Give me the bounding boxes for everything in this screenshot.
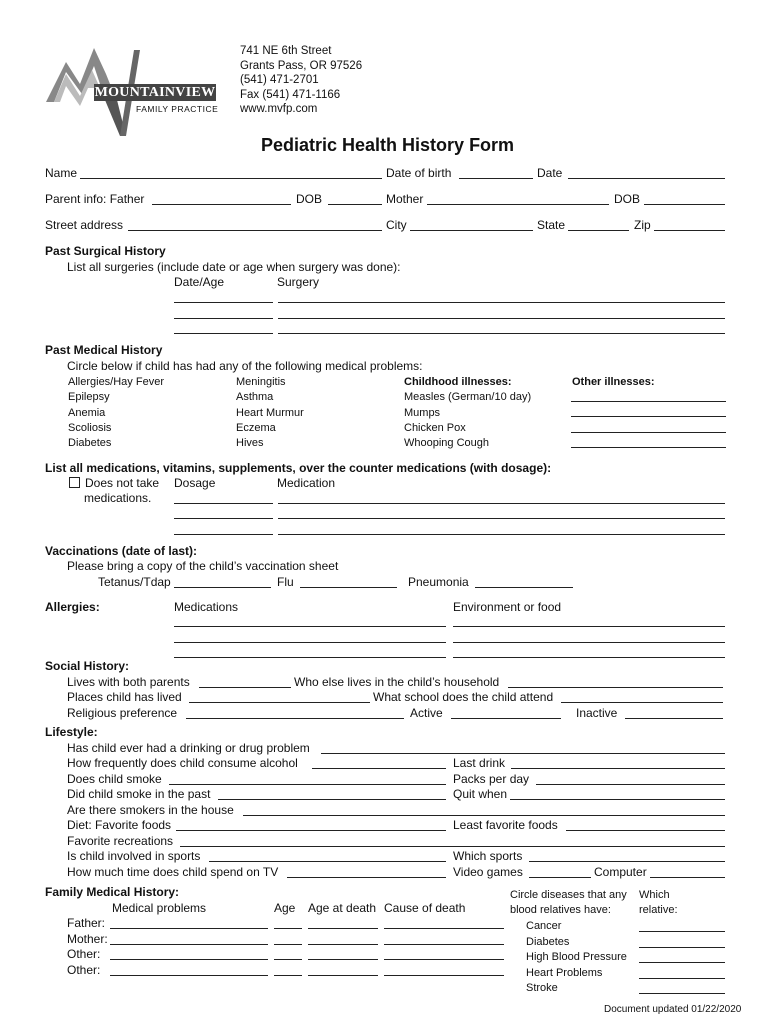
family-row-other-1: Other: [67,947,101,961]
allergy-medication-1[interactable] [174,626,446,627]
smokers-house-label: Are there smokers in the house [67,803,234,817]
disease-diabetes[interactable]: Diabetes [526,936,570,948]
does-not-take-checkbox[interactable] [69,476,159,490]
childhood-2[interactable]: Mumps [404,407,441,419]
medication-dosage-1[interactable] [174,503,273,504]
state-label: State [537,218,566,232]
other1-cause[interactable] [384,959,504,960]
other1-problems[interactable] [110,959,268,960]
sports-label: Is child involved in sports [67,849,201,863]
packs-field[interactable] [536,784,725,785]
relative-heart-problems[interactable] [639,978,725,979]
pneumonia-field[interactable] [475,587,573,588]
childhood-1[interactable]: Measles (German/10 day) [404,391,532,403]
date-field[interactable] [568,178,725,179]
religious-label: Religious preference [67,706,178,720]
school-label: What school does the child attend [373,690,554,704]
smoke-past-field[interactable] [218,799,446,800]
family-col-problems: Medical problems [112,901,207,915]
address-street: 741 NE 6th Street [240,45,332,57]
surgery-date-2[interactable] [174,318,273,319]
relative-high-blood-pressure[interactable] [639,962,725,963]
last-drink-label: Last drink [453,756,506,770]
medication-col-name: Medication [277,476,336,490]
consume-field[interactable] [312,768,446,769]
circle-diseases-label-2: blood relatives have: [510,904,611,916]
least-foods-field[interactable] [566,830,725,831]
allergy-environment-label: Environment or food [453,600,562,614]
childhood-heading: Childhood illnesses: [404,376,512,388]
condition-6[interactable]: Meningitis [236,376,286,388]
vaccinations-heading: Vaccinations (date of last): [45,544,198,558]
family-row-mother: Mother: [67,932,108,946]
medication-dosage-2[interactable] [174,518,273,519]
clinic-logo [44,44,224,140]
which-sports-field[interactable] [529,861,725,862]
does-not-take-label-2: medications. [84,491,152,505]
mother-field[interactable] [427,204,609,205]
other1-age[interactable] [274,959,302,960]
father-dob-field[interactable] [328,204,382,205]
name-field[interactable] [80,178,382,179]
relative-diabetes[interactable] [639,947,725,948]
surgery-desc-2[interactable] [278,318,725,319]
date-label: Date [537,166,563,180]
computer-label: Computer [594,865,647,879]
address-city: Grants Pass, OR 97526 [240,59,363,72]
places-label: Places child has lived [67,690,182,704]
page-title: Pediatric Health History Form [261,135,515,155]
drinking-field[interactable] [321,753,725,754]
which-relative-label-2: relative: [639,904,678,916]
lives-both-field[interactable] [199,687,291,688]
medical-instruction: Circle below if child has had any of the following medical problems: [67,359,423,373]
surgery-date-3[interactable] [174,333,273,334]
who-else-label: Who else lives in the child’s household [294,675,500,689]
name-label: Name [45,166,78,180]
video-games-label: Video games [453,865,523,879]
condition-2[interactable]: Epilepsy [68,391,110,403]
medications-heading: List all medications, vitamins, supplements, over the counter medications (with dosage): [45,461,552,475]
disease-cancer[interactable]: Cancer [526,920,562,932]
disease-high-blood-pressure[interactable]: High Blood Pressure [526,951,627,963]
address-web: www.mvfp.com [240,103,318,115]
condition-5[interactable]: Diabetes [68,437,112,449]
active-label: Active [410,706,443,720]
street-label: Street address [45,218,124,232]
active-field[interactable] [451,718,561,719]
allergy-medications-label: Medications [174,600,239,614]
logo-subtitle: FAMILY PRACTICE [136,104,219,114]
who-else-field[interactable] [508,687,723,688]
medication-dosage-3[interactable] [174,534,273,535]
packs-label: Packs per day [453,772,530,786]
other-illness-1[interactable] [571,401,726,402]
zip-field[interactable] [654,230,725,231]
mother-age[interactable] [274,944,302,945]
lifestyle-heading: Lifestyle: [45,725,98,739]
zip-label: Zip [634,218,651,232]
logo-name: MOUNTAINVIEW [94,85,216,100]
family-row-other-2: Other: [67,963,101,977]
relative-stroke[interactable] [639,993,725,994]
allergy-environment-3[interactable] [453,657,725,658]
other2-cause[interactable] [384,975,504,976]
smoke-label: Does child smoke [67,772,162,786]
mother-dob-label: DOB [614,192,641,206]
childhood-4[interactable]: Whooping Cough [404,437,490,449]
tetanus-field[interactable] [174,587,271,588]
condition-4[interactable]: Scoliosis [68,422,112,434]
surgery-desc-3[interactable] [278,333,725,334]
quit-field[interactable] [510,799,725,800]
other2-age-death[interactable] [308,975,378,976]
mother-age-death[interactable] [308,944,378,945]
checkbox-icon [69,477,80,488]
does-not-take-label: Does not take [85,476,160,490]
clinic-address [240,44,362,117]
video-games-field[interactable] [529,877,591,878]
father-age-death[interactable] [308,928,378,929]
father-age[interactable] [274,928,302,929]
surgery-desc-1[interactable] [278,302,725,303]
lives-both-label: Lives with both parents [67,675,190,689]
surgical-heading: Past Surgical History [45,244,166,258]
fav-foods-label: Diet: Favorite foods [67,818,172,832]
allergy-medication-2[interactable] [174,642,446,643]
inactive-label: Inactive [576,706,618,720]
dob-field[interactable] [459,178,533,179]
smokers-house-field[interactable] [243,815,725,816]
family-col-age: Age [274,901,296,915]
surgical-col-surgery: Surgery [277,275,320,289]
father-problems[interactable] [110,928,268,929]
other2-problems[interactable] [110,975,268,976]
mother-problems[interactable] [110,944,268,945]
state-field[interactable] [568,230,629,231]
other-illness-4[interactable] [571,447,726,448]
family-heading: Family Medical History: [45,885,180,899]
condition-10[interactable]: Hives [236,437,264,449]
address-phone: (541) 471-2701 [240,74,319,86]
city-field[interactable] [410,230,533,231]
other-illnesses-heading: Other illnesses: [572,376,655,388]
which-relative-label-1: Which [639,889,670,901]
other1-age-death[interactable] [308,959,378,960]
surgery-date-1[interactable] [174,302,273,303]
city-label: City [386,218,407,232]
tv-field[interactable] [287,877,446,878]
smoke-field[interactable] [169,784,446,785]
childhood-3[interactable]: Chicken Pox [404,422,466,434]
medication-col-dosage: Dosage [174,476,216,490]
disease-heart-problems[interactable]: Heart Problems [526,967,603,979]
condition-1[interactable]: Allergies/Hay Fever [68,376,164,388]
smoke-past-label: Did child smoke in the past [67,787,211,801]
medication-name-1[interactable] [278,503,725,504]
inactive-field[interactable] [625,718,723,719]
social-heading: Social History: [45,659,130,673]
father-field[interactable] [152,204,291,205]
allergy-environment-1[interactable] [453,626,725,627]
father-dob-label: DOB [296,192,323,206]
mother-dob-field[interactable] [644,204,725,205]
sports-field[interactable] [209,861,446,862]
religious-field[interactable] [186,718,404,719]
mother-cause[interactable] [384,944,504,945]
document-updated: Document updated 01/22/2020 [604,1004,742,1015]
circle-diseases-label-1: Circle diseases that any [510,889,627,901]
which-sports-label: Which sports [453,849,523,863]
flu-label: Flu [277,575,294,589]
other-illness-3[interactable] [571,432,726,433]
drinking-label: Has child ever had a drinking or drug problem [67,741,310,755]
condition-8[interactable]: Heart Murmur [236,407,304,419]
allergy-environment-2[interactable] [453,642,725,643]
fav-recreations-field[interactable] [180,846,725,847]
medication-name-3[interactable] [278,534,725,535]
other2-age[interactable] [274,975,302,976]
vaccinations-instruction: Please bring a copy of the child’s vaccination sheet [67,559,339,573]
medical-heading: Past Medical History [45,343,163,357]
relative-cancer[interactable] [639,931,725,932]
father-label: Parent info: Father [45,192,145,206]
dob-label: Date of birth [386,166,452,180]
allergy-medication-3[interactable] [174,657,446,658]
condition-7[interactable]: Asthma [236,391,274,403]
computer-field[interactable] [650,877,725,878]
address-fax: Fax (541) 471-1166 [240,88,341,101]
mother-label: Mother [386,192,424,206]
school-field[interactable] [561,702,723,703]
last-drink-field[interactable] [511,768,725,769]
tv-label: How much time does child spend on TV [67,865,279,879]
medication-name-2[interactable] [278,518,725,519]
fav-foods-field[interactable] [176,830,446,831]
disease-stroke[interactable]: Stroke [526,982,558,994]
other-illness-2[interactable] [571,416,726,417]
fav-recreations-label: Favorite recreations [67,834,174,848]
father-cause[interactable] [384,928,504,929]
flu-field[interactable] [300,587,397,588]
tetanus-label: Tetanus/Tdap [98,575,171,589]
least-foods-label: Least favorite foods [453,818,558,832]
family-row-father: Father: [67,916,106,930]
allergies-heading: Allergies: [45,600,100,614]
condition-9[interactable]: Eczema [236,422,276,434]
pneumonia-label: Pneumonia [408,575,469,589]
surgical-col-date: Date/Age [174,275,225,289]
condition-3[interactable]: Anemia [68,407,106,419]
family-col-cause: Cause of death [384,901,466,915]
street-field[interactable] [128,230,382,231]
consume-label: How frequently does child consume alcohol [67,756,298,770]
quit-label: Quit when [453,787,508,801]
family-col-age-death: Age at death [308,901,377,915]
places-field[interactable] [189,702,370,703]
surgical-instruction: List all surgeries (include date or age when surgery was done): [67,260,401,274]
